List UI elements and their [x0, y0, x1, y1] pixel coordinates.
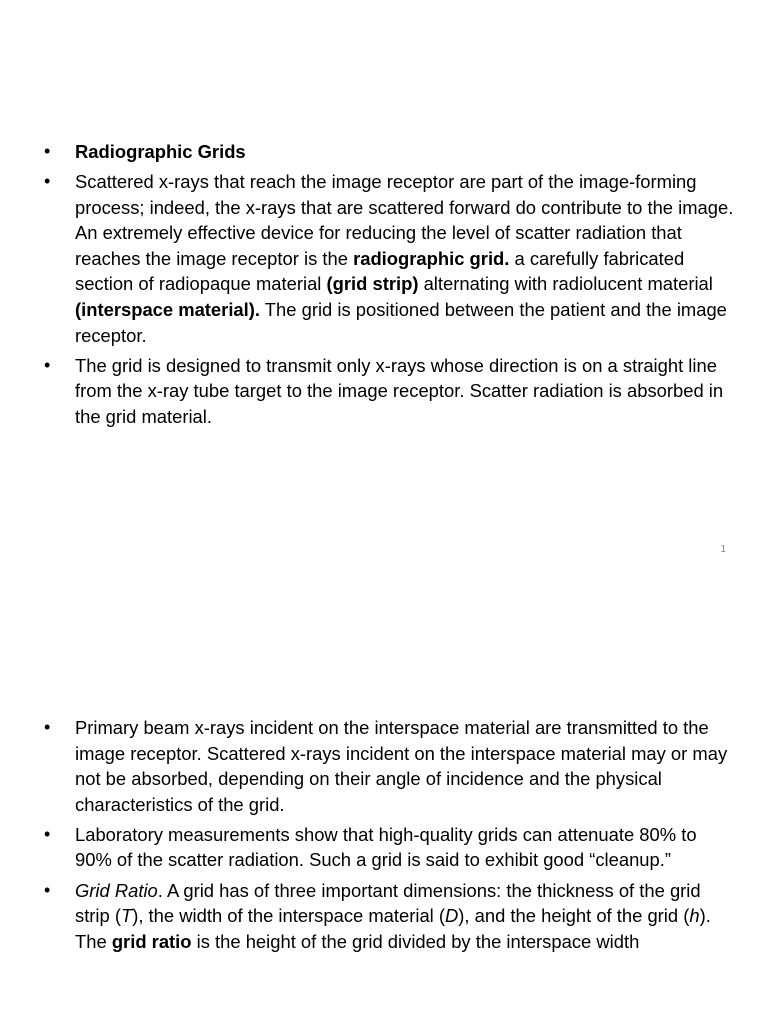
paragraph-text: is the height of the grid divided by the interspace width	[191, 930, 640, 952]
slide-1-body	[44, 139, 734, 434]
paragraph-text: The grid is positioned between the patient and the image receptor.	[75, 299, 727, 346]
paragraph-text: Laboratory measurements show that high-quality grids can attenuate 80% to 90% of the scatter radiation. Such a grid is said to exhibit good “cleanup.”	[75, 823, 697, 871]
bullet-marker: •	[44, 354, 51, 375]
paragraph-text: The grid is designed to transmit only x-rays whose direction is on a straight line from the x-ray tube target to the image receptor. Scatter radiation is absorbed in the grid material.	[75, 354, 724, 427]
list-item	[44, 715, 734, 817]
bullet-marker: •	[44, 141, 51, 161]
bullet-marker: •	[44, 171, 51, 192]
term-grid-ratio-heading: Grid Ratio	[75, 879, 158, 901]
paragraph-text: ). The	[75, 905, 711, 952]
list-item	[44, 822, 734, 873]
paragraph-text: Primary beam x-rays incident on the interspace material are transmitted to the image receptor. Scattered x-rays incident on the interspace material may or may not be absorbed, depending on their angle of incidence and the physical characteristics of the grid.	[75, 717, 728, 815]
list-item	[44, 139, 734, 165]
term-grid-strip: (grid strip)	[326, 273, 419, 295]
page-number: 1	[720, 544, 726, 555]
section-heading: Radiographic Grids	[75, 141, 246, 162]
term-interspace-material: (interspace material).	[75, 299, 261, 321]
paragraph-text: a carefully fabricated section of radiopaque material	[75, 247, 685, 295]
symbol-t: T	[120, 905, 133, 927]
list-item	[44, 878, 734, 955]
list-item	[44, 353, 734, 430]
bullet-marker: •	[44, 879, 51, 900]
paragraph-text: Scattered x-rays that reach the image receptor are part of the image-forming process; indeed, the x-rays that are scattered forward do contribute to the image. An extremely effective device for reducing the level of scatter radiation that reaches the image receptor is the	[75, 171, 734, 269]
bullet-marker: •	[44, 717, 51, 737]
paragraph-text: ), the width of the interspace material (	[132, 905, 446, 927]
paragraph-text: alternating with radiolucent material	[418, 273, 713, 295]
slide-2-body	[44, 715, 734, 959]
term-grid-ratio: grid ratio	[111, 930, 192, 952]
paragraph-text: ), and the height of the grid (	[458, 905, 690, 927]
bullet-list	[44, 139, 734, 430]
paragraph-text: . A grid has of three important dimensions: the thickness of the grid strip (	[75, 879, 701, 927]
bullet-list	[44, 715, 734, 954]
symbol-d: D	[445, 905, 459, 927]
list-item	[44, 169, 734, 348]
bullet-marker: •	[44, 823, 51, 844]
symbol-h: h	[689, 905, 700, 927]
term-radiographic-grid: radiographic grid.	[353, 247, 510, 269]
